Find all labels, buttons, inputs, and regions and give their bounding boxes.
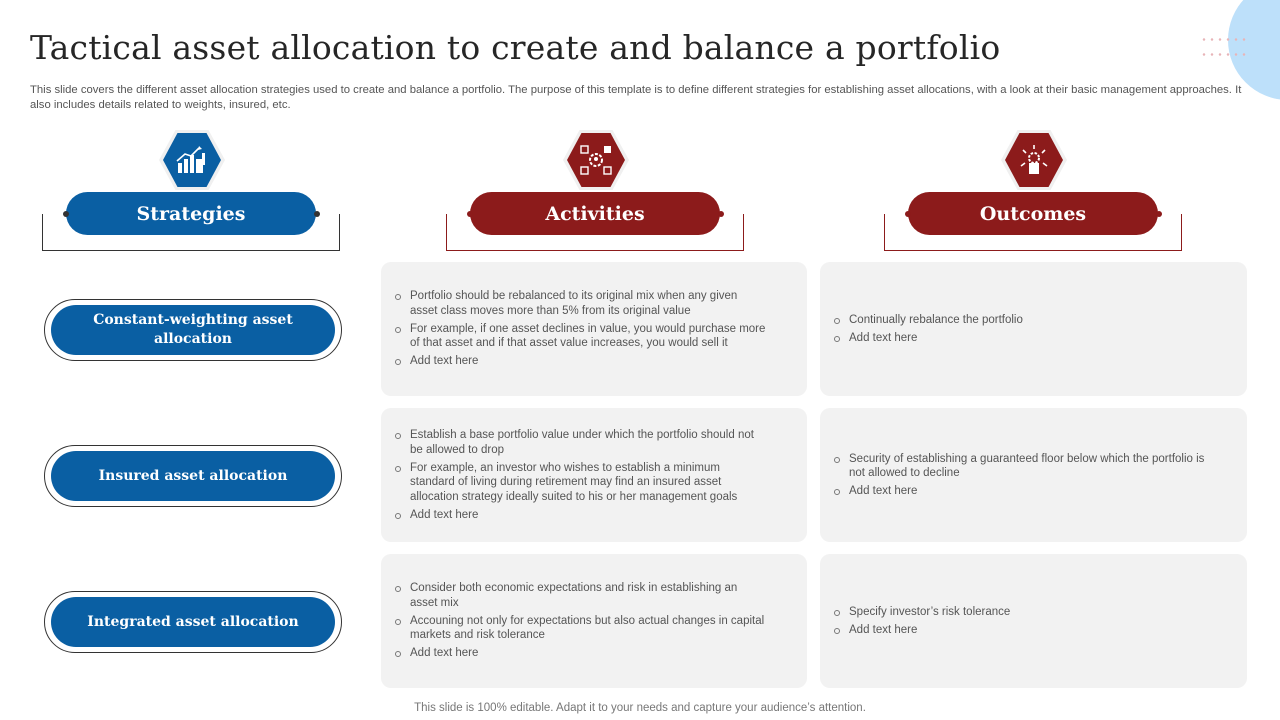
connector-dot	[718, 211, 724, 217]
activities-card-3	[381, 554, 807, 688]
growth-chart-hand-icon	[163, 133, 221, 187]
outcomes-card-1	[820, 262, 1247, 396]
connector-dot	[314, 211, 320, 217]
hexagon-frame	[563, 130, 629, 190]
list-item: Security of establishing a guaranteed floor below which the portfolio is not allowed to decline	[834, 452, 1207, 481]
list-item: Add text here	[834, 623, 1207, 638]
list-item: Add text here	[395, 354, 767, 369]
strategy-insured	[44, 445, 342, 507]
column-header-strategies	[42, 130, 342, 252]
connector-dot	[905, 211, 911, 217]
list-item: Accouning not only for expectations but also actual changes in capital markets and risk tolerance	[395, 614, 767, 643]
hexagon-frame	[159, 130, 225, 190]
list-item: Add text here	[834, 484, 1207, 499]
list-item: For example, an investor who wishes to establish a minimum standard of living during retirement may find an insured asset allocation strategy ideally suited to his or her management goals	[395, 461, 767, 505]
activities-card-1	[381, 262, 807, 396]
list-item: Add text here	[395, 646, 767, 661]
list-item: For example, if one asset declines in value, you would purchase more of that asset and if that asset value increases, you would sell it	[395, 322, 767, 351]
list-item: Add text here	[395, 508, 767, 523]
connector-dot	[467, 211, 473, 217]
activities-card-2	[381, 408, 807, 542]
idea-person-rays-icon	[1005, 133, 1063, 187]
strategy-label: Integrated asset allocation	[51, 597, 335, 647]
decorative-dot-grid	[1200, 32, 1248, 68]
outcomes-card-2	[820, 408, 1247, 542]
list-item: Add text here	[834, 331, 1207, 346]
hexagon-frame	[1001, 130, 1067, 190]
footer-note: This slide is 100% editable. Adapt it to your needs and capture your audience’s attention.	[414, 702, 866, 714]
list-item: Portfolio should be rebalanced to its original mix when any given asset class moves more than 5% from its original value	[395, 289, 767, 318]
column-header-activities	[446, 130, 746, 252]
list-item: Consider both economic expectations and risk in establishing an asset mix	[395, 581, 767, 610]
list-item: Specify investor’s risk tolerance	[834, 605, 1207, 620]
column-header-outcomes	[884, 130, 1184, 252]
page-subtitle: This slide covers the different asset allocation strategies used to create and balance a portfolio. The purpose of this template is to define different strategies for establishing asset allocations, with a look at their basic management approaches. It also includes details related to weights, insured, etc.	[30, 84, 1242, 111]
activities-header-pill: Activities	[470, 192, 720, 235]
strategy-label: Insured asset allocation	[51, 451, 335, 501]
connector-dot	[1156, 211, 1162, 217]
strategy-constant-weighting	[44, 299, 342, 361]
outcomes-card-3	[820, 554, 1247, 688]
list-item: Continually rebalance the portfolio	[834, 313, 1207, 328]
strategy-integrated	[44, 591, 342, 653]
page-title: Tactical asset allocation to create and balance a portfolio	[30, 28, 1001, 67]
connector-dot	[63, 211, 69, 217]
strategy-label: Constant-weighting asset allocation	[51, 305, 335, 355]
gear-person-network-icon	[567, 133, 625, 187]
strategies-header-pill: Strategies	[66, 192, 316, 235]
outcomes-header-pill: Outcomes	[908, 192, 1158, 235]
list-item: Establish a base portfolio value under which the portfolio should not be allowed to drop	[395, 428, 767, 457]
